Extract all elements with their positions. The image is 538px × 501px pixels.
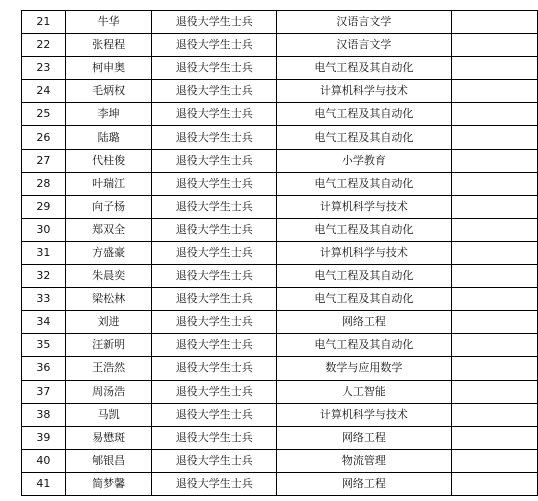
category-cell: 退役大学生士兵 [152,57,277,80]
major-cell: 电气工程及其自动化 [277,126,451,149]
remark-cell [451,172,537,195]
remark-cell [451,334,537,357]
remark-cell [451,218,537,241]
row-number-cell: 25 [22,103,66,126]
category-cell: 退役大学生士兵 [152,149,277,172]
name-cell: 朱晨奕 [65,265,152,288]
category-cell: 退役大学生士兵 [152,265,277,288]
category-cell: 退役大学生士兵 [152,311,277,334]
remark-cell [451,311,537,334]
name-cell: 易懋斑 [65,426,152,449]
row-number-cell: 41 [22,472,66,495]
row-number-cell: 22 [22,34,66,57]
table-row [22,195,538,218]
table-row [22,311,538,334]
category-cell: 退役大学生士兵 [152,334,277,357]
remark-cell [451,403,537,426]
name-cell: 陆璐 [65,126,152,149]
name-cell: 张程程 [65,34,152,57]
row-number-cell: 29 [22,195,66,218]
row-number-cell: 40 [22,449,66,472]
row-number-cell: 28 [22,172,66,195]
remark-cell [451,80,537,103]
major-cell: 电气工程及其自动化 [277,218,451,241]
major-cell: 物流管理 [277,449,451,472]
name-cell: 牛华 [65,11,152,34]
name-cell: 叶瑞江 [65,172,152,195]
table-row [22,265,538,288]
student-list-table [21,10,538,496]
major-cell: 人工智能 [277,380,451,403]
table-row [22,34,538,57]
row-number-cell: 27 [22,149,66,172]
major-cell: 网络工程 [277,311,451,334]
category-cell: 退役大学生士兵 [152,126,277,149]
name-cell: 汪新明 [65,334,152,357]
name-cell: 李坤 [65,103,152,126]
table-row [22,218,538,241]
category-cell: 退役大学生士兵 [152,34,277,57]
remark-cell [451,149,537,172]
row-number-cell: 36 [22,357,66,380]
category-cell: 退役大学生士兵 [152,380,277,403]
remark-cell [451,34,537,57]
table-row [22,334,538,357]
row-number-cell: 33 [22,288,66,311]
remark-cell [451,380,537,403]
major-cell: 计算机科学与技术 [277,195,451,218]
row-number-cell: 39 [22,426,66,449]
row-number-cell: 35 [22,334,66,357]
row-number-cell: 24 [22,80,66,103]
major-cell: 电气工程及其自动化 [277,265,451,288]
remark-cell [451,426,537,449]
name-cell: 方盛豪 [65,241,152,264]
table-row [22,241,538,264]
table-row [22,357,538,380]
category-cell: 退役大学生士兵 [152,80,277,103]
remark-cell [451,241,537,264]
name-cell: 周汤浩 [65,380,152,403]
name-cell: 代柱俊 [65,149,152,172]
major-cell: 汉语言文学 [277,34,451,57]
name-cell: 刘进 [65,311,152,334]
row-number-cell: 32 [22,265,66,288]
major-cell: 小学教育 [277,149,451,172]
category-cell: 退役大学生士兵 [152,426,277,449]
name-cell: 柯申奥 [65,57,152,80]
major-cell: 网络工程 [277,472,451,495]
name-cell: 王浩然 [65,357,152,380]
name-cell: 郇银昌 [65,449,152,472]
major-cell: 计算机科学与技术 [277,80,451,103]
remark-cell [451,195,537,218]
table-row [22,472,538,495]
category-cell: 退役大学生士兵 [152,218,277,241]
table-row [22,103,538,126]
major-cell: 数学与应用数学 [277,357,451,380]
table-row [22,149,538,172]
table-row [22,426,538,449]
remark-cell [451,265,537,288]
remark-cell [451,288,537,311]
table-row [22,380,538,403]
major-cell: 汉语言文学 [277,11,451,34]
remark-cell [451,472,537,495]
major-cell: 电气工程及其自动化 [277,57,451,80]
row-number-cell: 37 [22,380,66,403]
row-number-cell: 31 [22,241,66,264]
major-cell: 计算机科学与技术 [277,241,451,264]
major-cell: 电气工程及其自动化 [277,288,451,311]
remark-cell [451,11,537,34]
category-cell: 退役大学生士兵 [152,288,277,311]
row-number-cell: 30 [22,218,66,241]
row-number-cell: 26 [22,126,66,149]
row-number-cell: 34 [22,311,66,334]
row-number-cell: 23 [22,57,66,80]
category-cell: 退役大学生士兵 [152,357,277,380]
major-cell: 计算机科学与技术 [277,403,451,426]
row-number-cell: 21 [22,11,66,34]
table-row [22,57,538,80]
remark-cell [451,126,537,149]
category-cell: 退役大学生士兵 [152,103,277,126]
table-row [22,172,538,195]
name-cell: 梁松林 [65,288,152,311]
name-cell: 毛炳权 [65,80,152,103]
category-cell: 退役大学生士兵 [152,403,277,426]
table-row [22,449,538,472]
table-row [22,126,538,149]
remark-cell [451,103,537,126]
category-cell: 退役大学生士兵 [152,241,277,264]
table-row [22,80,538,103]
table-row [22,11,538,34]
table-row [22,288,538,311]
category-cell: 退役大学生士兵 [152,172,277,195]
category-cell: 退役大学生士兵 [152,195,277,218]
remark-cell [451,357,537,380]
remark-cell [451,57,537,80]
name-cell: 向子杨 [65,195,152,218]
table-body [22,11,538,496]
name-cell: 简梦馨 [65,472,152,495]
name-cell: 马凯 [65,403,152,426]
name-cell: 郑双全 [65,218,152,241]
major-cell: 网络工程 [277,426,451,449]
category-cell: 退役大学生士兵 [152,449,277,472]
remark-cell [451,449,537,472]
category-cell: 退役大学生士兵 [152,11,277,34]
table-row [22,403,538,426]
category-cell: 退役大学生士兵 [152,472,277,495]
row-number-cell: 38 [22,403,66,426]
major-cell: 电气工程及其自动化 [277,334,451,357]
major-cell: 电气工程及其自动化 [277,103,451,126]
major-cell: 电气工程及其自动化 [277,172,451,195]
